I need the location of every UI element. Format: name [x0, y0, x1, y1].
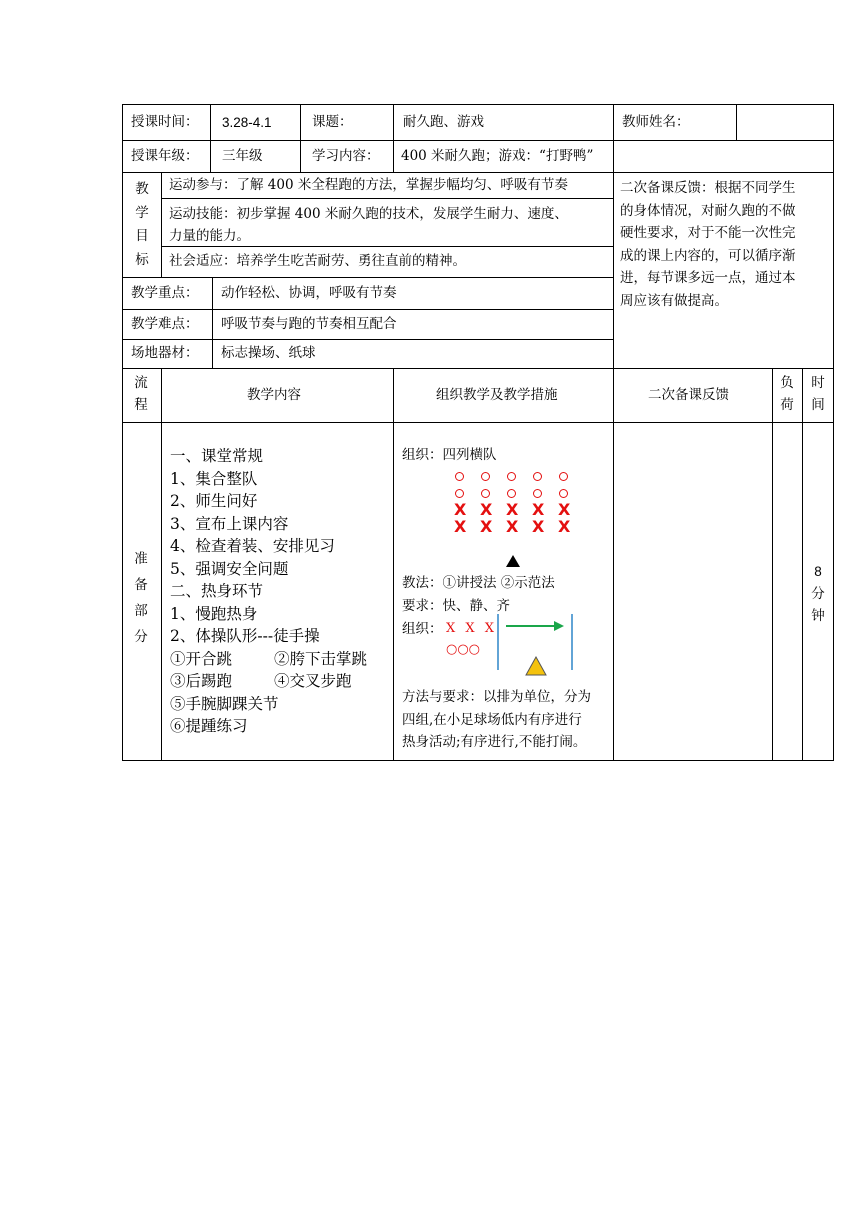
content-line: 2、体操队形---徒手操: [170, 627, 320, 645]
student-circle: [507, 472, 516, 481]
student-circle: [455, 489, 464, 498]
content-line: 一、课堂常规: [170, 447, 264, 465]
content-line: ⑤手腕脚踝关节: [170, 694, 279, 713]
objective-skill-line1: 运动技能：初步掌握 400 米耐久跑的技术，发展学生耐力、速度、: [169, 206, 568, 222]
org2-label: 组织：: [402, 621, 443, 637]
teacher-triangle-icon: [505, 554, 521, 568]
content-line: 2、师生问好: [170, 492, 258, 510]
stage-label: 准 备 部 分: [134, 551, 148, 645]
col-content: 教学内容: [247, 387, 301, 403]
teaching-method: 教法：①讲授法 ②示范法: [402, 575, 555, 591]
content-line: ⑥提踵练习: [170, 717, 248, 735]
difficulty-value: 呼吸节奏与跑的节奏相互配合: [221, 316, 397, 332]
teaching-content: [170, 445, 368, 738]
student-x: X: [480, 500, 493, 519]
col-feedback: 二次备课反馈: [648, 387, 729, 403]
col-flow: 流 程: [134, 375, 148, 413]
col-load: 负 荷: [780, 375, 794, 413]
student-x: X: [506, 517, 519, 536]
exercise-row: ③后踢跑 ④交叉步跑: [170, 672, 352, 690]
student-x-row: X X X: [446, 621, 498, 636]
objective-skill-line2: 力量的能力。: [169, 228, 250, 244]
grade-label: 授课年级：: [131, 148, 199, 164]
student-x: X: [480, 517, 493, 536]
key-point-label: 教学重点：: [131, 285, 199, 301]
content-line: 5、强调安全问题: [170, 559, 289, 578]
student-circle: [559, 489, 568, 498]
topic-value: 耐久跑、游戏: [403, 114, 484, 130]
content-line: 1、集合整队: [170, 469, 258, 488]
content-line: 二、热身环节: [170, 582, 264, 600]
grade-value: 三年级: [222, 148, 263, 164]
student-x: X: [532, 500, 545, 519]
col-time: 时 间: [811, 375, 825, 413]
objective-social: 社会适应：培养学生吃苦耐劳、勇往直前的精神。: [169, 253, 466, 269]
requirement: 要求：快、静、齐: [402, 598, 510, 614]
student-circle: [559, 472, 568, 481]
equipment-label: 场地器材：: [131, 345, 199, 361]
objective-participation: 运动参与：了解 400 米全程跑的方法，掌握步幅均匀、呼吸有节奏: [169, 177, 568, 193]
key-point-value: 动作轻松、协调，呼吸有节奏: [221, 285, 397, 301]
student-x: X: [454, 517, 467, 536]
content-label: 学习内容：: [312, 148, 380, 164]
content-line: 4、检查着装、安排见习: [170, 537, 335, 555]
student-circle: [533, 472, 542, 481]
difficulty-label: 教学难点：: [131, 316, 199, 332]
student-x: X: [454, 500, 467, 519]
student-x: X: [506, 500, 519, 519]
student-x: X: [558, 517, 571, 536]
feedback-note: 二次备课反馈：根据不同学生 的身体情况，对耐久跑的不做 硬性要求，对于不能一次性完 成的课上内容的，可以循序渐 进，每节课多远一点，通过本 周应该有做提高。: [620, 180, 796, 309]
content-line: 1、慢跑热身: [170, 604, 258, 623]
exercise-row: ①开合跳 ②胯下击掌跳: [170, 649, 368, 668]
time-value: 3.28-4.1: [222, 115, 272, 130]
time-value-cell: 8 分 钟: [811, 564, 825, 624]
teacher-label: 教师姓名：: [622, 114, 690, 130]
objectives-label: 教 学 目 标: [135, 181, 149, 268]
student-circle: [481, 489, 490, 498]
student-x: X: [532, 517, 545, 536]
student-o-row: ○○○: [446, 642, 481, 657]
student-x: X: [558, 500, 571, 519]
equipment-value: 标志操场、纸球: [221, 345, 316, 361]
warning-triangle-icon: [525, 656, 547, 676]
time-label: 授课时间：: [131, 114, 199, 130]
student-circle: [533, 489, 542, 498]
student-circle: [455, 472, 464, 481]
student-circle: [507, 489, 516, 498]
student-circle: [481, 472, 490, 481]
topic-label: 课题：: [312, 114, 353, 130]
content-line: 3、宣布上课内容: [170, 514, 289, 533]
method-requirements: 方法与要求：以排为单位，分为 四组,在小足球场低内有序进行 热身活动;有序进行,不能打闹。: [402, 689, 591, 750]
org-formation: 组织：四列横队: [402, 447, 497, 463]
col-organization: 组织教学及教学措施: [436, 387, 558, 403]
content-value: 400 米耐久跑；游戏：“打野鸭”: [401, 148, 594, 164]
